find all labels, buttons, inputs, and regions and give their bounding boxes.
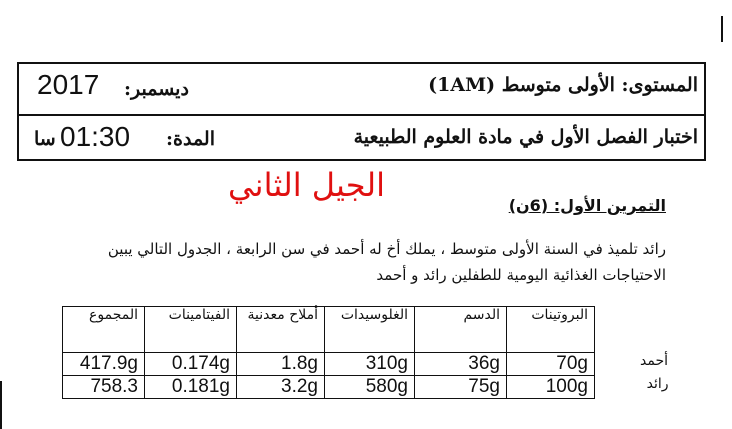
page-edge-mark [721,16,723,42]
exam-year: 2017 [37,69,100,100]
column-header: المجموع [63,307,145,353]
table-cell: 1.8g [237,353,325,376]
column-header: أملاح معدنية [237,307,325,353]
table-cell: 580g [325,376,415,399]
column-header: الغلوسيدات [325,307,415,353]
table-cell: 310g [325,353,415,376]
row-label-spacer [595,307,675,353]
exercise-paragraph-line-2: الاحتياجات الغذائية اليومية للطفلين رائد و أحمد [376,266,666,284]
table-cell: 417.9g [63,353,145,376]
exam-title: اختبار الفصل الأول في مادة العلوم الطبيعية [353,126,698,148]
table-cell: 36g [415,353,507,376]
generation-title: الجيل الثاني [228,166,385,204]
table-row [63,376,675,399]
column-header: البروتينات [507,307,595,353]
duration-unit: سا [34,128,56,150]
nutrition-table [62,306,675,399]
table-cell: 100g [507,376,595,399]
row-label: رائد [646,375,669,392]
duration-label: المدة: [166,128,215,150]
table-cell: 0.174g [145,353,237,376]
header-divider [19,114,704,116]
exercise-paragraph-line-1: رائد تلميذ في السنة الأولى متوسط ، يملك أخ له أحمد في سن الرابعة ، الجدول التالي يبين [107,240,666,258]
table-header-row [63,307,675,353]
page-margin-line [0,381,2,429]
level-text: المستوى: الأولى متوسط (1AM) [428,74,698,96]
column-header: الدسم [415,307,507,353]
table-row [63,353,675,376]
column-header: الفيتامينات [145,307,237,353]
date-label: ديسمبر: [124,78,189,100]
duration-value: 01:30 [60,121,131,152]
table-cell: 75g [415,376,507,399]
table-cell: 0.181g [145,376,237,399]
exercise-heading: التمرين الأول: (6ن) [508,196,666,215]
row-label: أحمد [640,352,668,369]
table-cell: 3.2g [237,376,325,399]
table-cell: 70g [507,353,595,376]
table-cell: 758.3 [63,376,145,399]
